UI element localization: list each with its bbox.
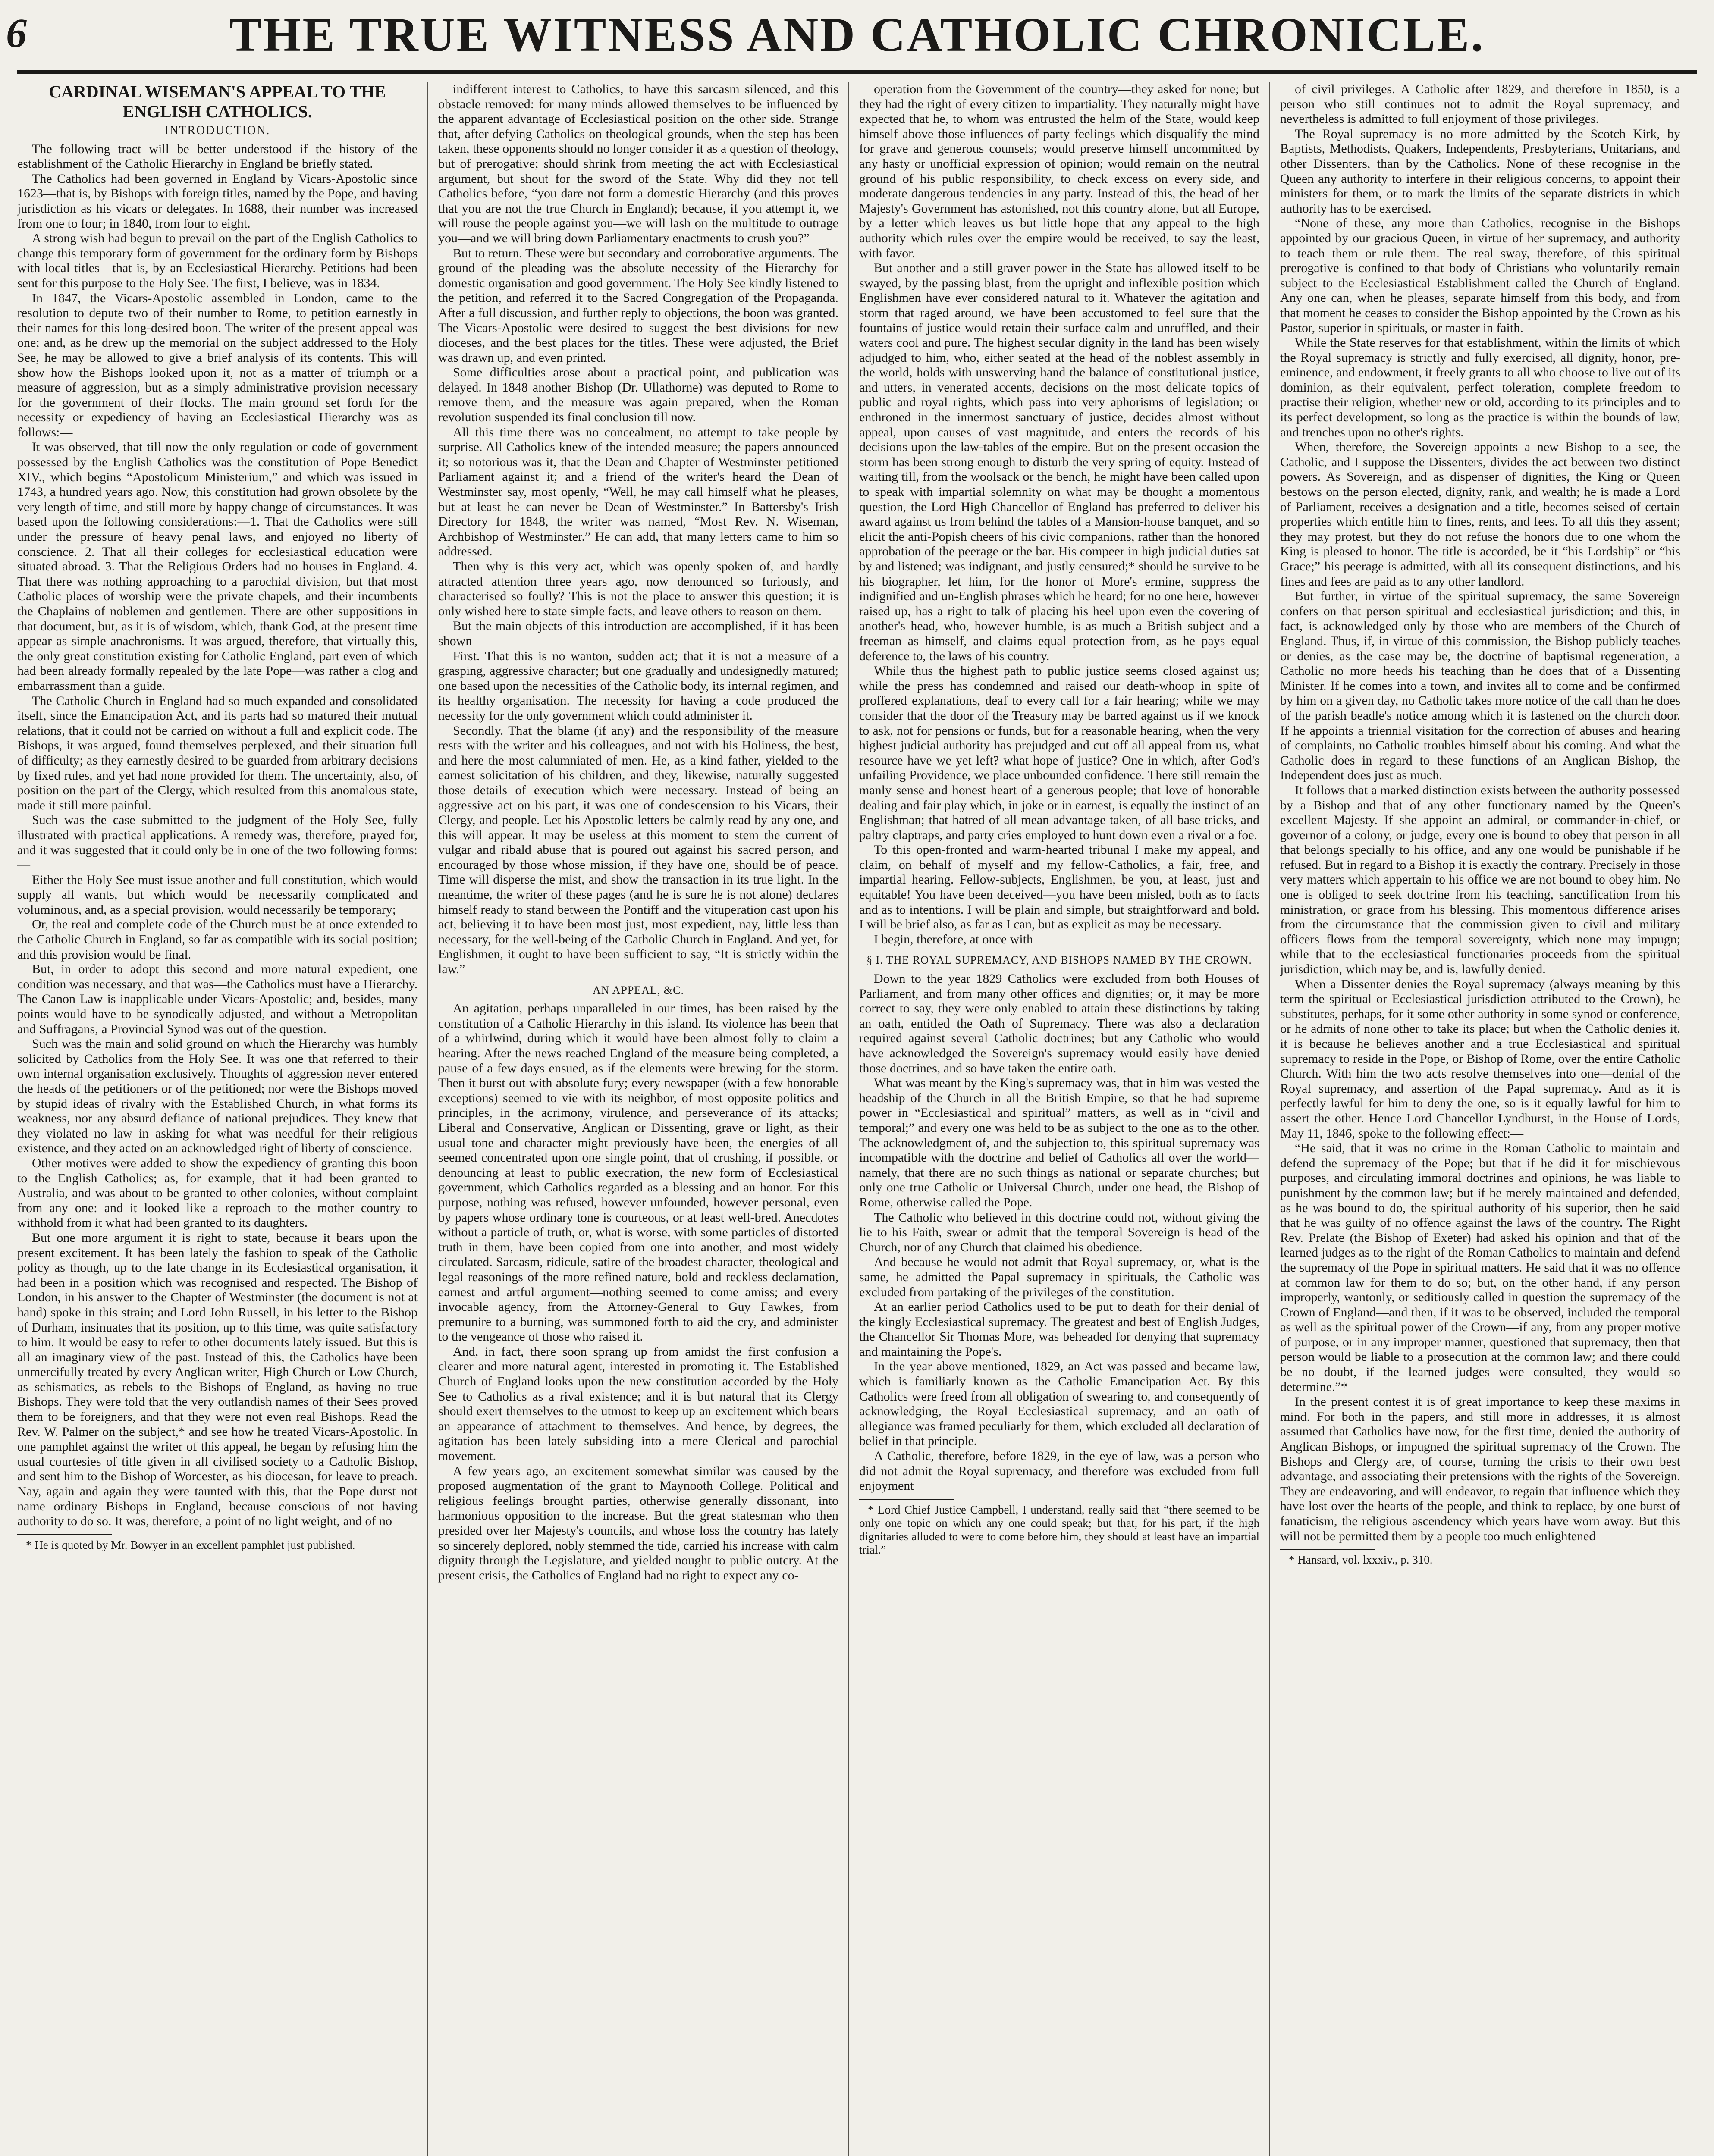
paragraph: “None of these, any more than Catholics, recognise in the Bishops appointed by our gracious Queen, in virtue of her supremacy, and authority to teach them or rule them. The real sway, therefore, of this spiritual prerogative is confined to that body of Christians who voluntarily remain subject to the Ecclesiastical Establishment called the Church of England. Any one can, when he pleases, separate himself from this body, and from that moment he ceases to consider the Bishop appointed by the Crown as his Pastor, superior in spirituals, or master in faith. (1280, 216, 1680, 335)
appeal-label: AN APPEAL, &C. (593, 984, 684, 997)
paragraph: But to return. These were but secondary and corroborative arguments. The ground of the pleading was the absolute necessity of the Hierarchy for domestic organisation and good government. The Holy See kindly listened to the petition, and referred it to the Sacred Congregation of the Propaganda. After a full discussion, and further reply to objections, the boon was granted. The Vicars-Apostolic were desired to suggest the best divisions for new dioceses, and the best places for the titles. These were adjusted, the Brief was drawn up, and even printed. (438, 246, 838, 365)
masthead-rule (17, 70, 1697, 74)
paragraph: In the year above mentioned, 1829, an Act was passed and became law, which is familiarly known as the Catholic Emancipation Act. By this Catholics were freed from all obligation of swearing to, and consequently of acknowledging, the Royal Ecclesiastical supremacy, and an oath of allegiance was framed peculiarly for them, which excluded all declaration of belief in that principle. (859, 1359, 1259, 1448)
paragraph: Or, the real and complete code of the Church must be at once extended to the Catholic Church in England, so far as compatible with its social position; and this provision would be final. (17, 917, 418, 962)
paragraph: “He said, that it was no crime in the Roman Catholic to maintain and defend the supremacy of the Pope; but that if he did it for mischievous purposes, and circulating immoral doctrines and opinions, he was liable to punishment by the common law; but if he merely maintained and defended, as he was bound to do, the spiritual authority of his superior, then he said that he was guilty of no offence against the laws of the country. The Right Rev. Prelate (the Bishop of Exeter) had asked his opinion and that of the learned judges as to the right of the Roman Catholics to maintain and defend the supremacy of the Pope in spiritual matters. He said that it was no offence at common law for them to do so; but, on the other hand, if any person improperly, wantonly, or seditiously called in question the supremacy of the Crown of England—and then, if it was to be observed, included the temporal as well as the spiritual power of the Crown—if any, from any proper motive of purpose, or in any improper manner, questioned that supremacy, then that person would be liable to a prosecution at the common law; and there could be no doubt, if the learned judges were consulted, they would so determine.”* (1280, 1141, 1680, 1394)
paragraph: It follows that a marked distinction exists between the authority possessed by a Bishop and that of any other functionary named by the Queen's excellent Majesty. If she appoint an admiral, or commander-in-chief, or governor of a colony, or judge, every one is bound to obey that person in all that belongs specially to his office, and any one would be punishable if he refused. But in regard to a Bishop it is exactly the contrary. Precisely in those very matters which appertain to his office we are not bound to obey him. No one is obliged to seek doctrine from his teaching, sanctification from his ministration, or grace from his blessing. This momentous difference arises from the circumstance that the commission given to civil and military officers flows from the temporal sovereignty, which none may impugn; while that to the ecclesiastical functionaries proceeds from the spiritual jurisdiction, which may be, and is, lawfully denied. (1280, 783, 1680, 977)
paragraph: The following tract will be better understood if the history of the establishment of the Catholic Hierarchy in England be briefly stated. (17, 141, 418, 171)
paragraph: operation from the Government of the country—they asked for none; but they had the right of every citizen to impartiality. They naturally might have expected that he, to whom was entrusted the helm of the State, would keep himself above those influences of party feelings which disqualify the mind for grave and generous counsels; would preserve himself uncommitted by any hasty or unofficial expression of opinion; would remain on the neutral ground of his public responsibility, to check excess on every side, and moderate dangerous tendencies in any party. Instead of this, the head of her Majesty's Government has astonished, not this country alone, but all Europe, by a letter which leaves us but little hope that any appeal to the high authority which rules over the empire would be received, to say the least, with favor. (859, 82, 1259, 260)
paragraph: When, therefore, the Sovereign appoints a new Bishop to a see, the Catholic, and I suppose the Dissenters, divides the act between two distinct powers. As Sovereign, and as dispenser of dignities, the King or Queen bestows on the person elected, dignity, rank, and wealth; he is made a Lord of Parliament, receives a designation and a title, becomes seised of certain properties which entitle him to fines, rents, and fees. To all this they assent; they may protest, but they do not refuse the honors due to one whom the King is pleased to honor. The title is accorded, be it “his Lordship” or “his Grace;” his peerage is admitted, with all its consequent distinctions, and his fines and fees are paid as to any other landlord. (1280, 440, 1680, 589)
column-4-body (1280, 82, 1680, 1544)
paragraph: While the State reserves for that establishment, within the limits of which the Royal supremacy is strictly and fully exercised, all dignity, honor, pre-eminence, and endowment, it freely grants to all who choose to live out of its dominion, as their equivalent, perfect toleration, complete freedom to practise their religion, whether new or old, according to its principles and to its perfect development, so long as the practice is within the bounds of law, and trenches upon no other's rights. (1280, 335, 1680, 439)
paragraph: In 1847, the Vicars-Apostolic assembled in London, came to the resolution to depute two of their number to Rome, to petition earnestly in their names for this long-desired boon. The writer of the present appeal was one; and, as he drew up the memorial on the subject addressed to the Holy See, he may be allowed to give a brief analysis of its contents. This will show how the Bishops looked upon it, not as a matter of triumph or a measure of aggression, but as a simply administrative provision necessary for the government of their flocks. The main ground set forth for the necessity or expediency of having an Ecclesiastical Hierarchy was as follows:— (17, 291, 418, 439)
section-heading: § I. THE ROYAL SUPREMACY, AND BISHOPS NAMED BY THE CROWN. (866, 954, 1252, 967)
paragraph: Some difficulties arose about a practical point, and publication was delayed. In 1848 another Bishop (Dr. Ullathorne) was deputed to Rome to remove them, and the measure was again prepared, when the Roman revolution suspended its final conclusion till now. (438, 365, 838, 425)
paragraph: At an earlier period Catholics used to be put to death for their denial of the kingly Ecclesiastical supremacy. The greatest and best of English Judges, the Chancellor Sir Thomas More, was beheaded for denying that supremacy and maintaining the Pope's. (859, 1300, 1259, 1359)
paragraph: First. That this is no wanton, sudden act; that it is not a measure of a grasping, aggressive character; but one gradually and undesignedly matured; one based upon the necessities of the Catholic body, its internal regimen, and its healthy organisation. The necessity for having a code produced the necessity for the only government which could administer it. (438, 649, 838, 723)
page-number: 6 (6, 10, 27, 56)
paragraph: But one more argument it is right to state, because it bears upon the present excitement. It has been lately the fashion to speak of the Catholic policy as though, up to the late change in its Ecclesiastical organisation, it had been in a position which was recognised and respected. The Bishop of London, in his answer to the Chapter of Westminster (the document is not at hand) spoke in this strain; and Lord John Russell, in his letter to the Bishop of Durham, insinuates that its position, up to this time, was quite satisfactory to him. It would be easy to refer to other documents lately issued. But this is all an imaginary view of the past. Instead of this, the Catholics have been unmercifully treated by every Anglican writer, High Church or Low Church, as schismatics, as rebels to the Bishops of England, as having no true Bishops. They were told that the very outlandish names of their Sees proved them to be foreigners, and that they were not even real Bishops. Read the Rev. W. Palmer on the subject,* and see how he treated Vicars-Apostolic. In one pamphlet against the writer of this appeal, he began by refusing him the usual courtesies of title given in all civilised society to a Catholic Bishop, and sent him to the Bishop of Worcester, as his diocesan, for leave to preach. Nay, again and again they were taunted with this, that the Pope durst not name ordinary Bishops in England, because conscious of not having authority to do so. It was, therefore, a point of no light weight, and of no (17, 1230, 418, 1529)
paragraph: All this time there was no concealment, no attempt to take people by surprise. All Catholics knew of the intended measure; the papers announced it; so notorious was it, that the Dean and Chapter of Westminster petitioned Parliament against it; and a friend of the writer's heard the Dean of Westminster say, most openly, “Well, he may call himself what he pleases, but at least he can never be Dean of Westminster.” In Battersby's Irish Directory for 1848, the writer was named, “Most Rev. N. Wiseman, Archbishop of Westminster.” He can add, that many letters came to him so addressed. (438, 425, 838, 559)
column-1 (17, 82, 418, 2156)
column-rule (427, 82, 428, 2156)
paragraph: The Catholic Church in England had so much expanded and consolidated itself, since the Emancipation Act, and its parts had so matured their mutual relations, that it could not be carried on without a full and explicit code. The Bishops, it was argued, found themselves perplexed, and their situation full of difficulty; as they earnestly desired to be guarded from arbitrary decisions by fixed rules, and yet had none provided for them. The uncertainty, also, of position on the part of the Clergy, which resulted from this anomalous state, made it still more painful. (17, 693, 418, 812)
paragraph: And because he would not admit that Royal supremacy, or, what is the same, he admitted the Papal supremacy in spirituals, the Catholic was excluded from partaking of the privileges of the constitution. (859, 1255, 1259, 1299)
column-3-body (859, 82, 1259, 1494)
paragraph: Down to the year 1829 Catholics were excluded from both Houses of Parliament, and from many other offices and dignities; or, it may be more correct to say, they were only enabled to attain these distinctions by taking an oath, entitled the Oath of Supremacy. There was also a declaration required against several Catholic doctrines; but any Catholic who would have acknowledged the Sovereign's supremacy would easily have denied those doctrines, and so have taken the entire oath. (859, 971, 1259, 1075)
paragraph: But the main objects of this introduction are accomplished, if it has been shown— (438, 619, 838, 648)
paragraph: A strong wish had begun to prevail on the part of the English Catholics to change this temporary form of government for the ordinary form by Bishops with local titles—that is, by an Ecclesiastical Hierarchy. Petitions had been sent for this purpose to the Holy See. The first, I believe, was in 1834. (17, 231, 418, 290)
paragraph: I begin, therefore, at once with (874, 932, 1033, 946)
paragraph: In the present contest it is of great importance to keep these maxims in mind. For both in the papers, and still more in addresses, it is almost assumed that Catholics have now, for the first time, denied the authority of Anglican Bishops, or impugned the spiritual supremacy of the Crown. The Bishops and Clergy are, of course, turning the crisis to their own best advantage, and associating their pretensions with the rights of the Sovereign. They are endeavoring, and will endeavor, to regain that influence which they have lost over the hearts of the people, and think to replace, by one burst of fanaticism, the religious ascendency which years have worn away. But this will not be permitted them by a people too much enlightened (1280, 1395, 1680, 1543)
footnote: * Lord Chief Justice Campbell, I understand, really said that “there seemed to be only one topic on which any one could speak; but that, for his part, if the high dignitaries alluded to were to come before him, they should at least have an impartial trial.” (859, 1503, 1259, 1556)
column-rule (848, 82, 849, 2156)
paragraph: A few years ago, an excitement somewhat similar was caused by the proposed augmentation of the grant to Maynooth College. Political and religious feelings brought parties, otherwise generally dissonant, into harmonious opposition to the increase. But the great statesman who then presided over her Majesty's councils, and whose loss the country has lately so sincerely deplored, nobly stemmed the tide, carried his increase with calm dignity through the Legislature, and yielded nought to public outcry. At the present crisis, the Catholics of England had no right to expect any co- (438, 1463, 838, 1583)
paragraph: It was observed, that till now the only regulation or code of government possessed by the English Catholics was the constitution of Pope Benedict XIV., which begins “Apostolicum Ministerium,” and which was issued in 1743, a hundred years ago. Now, this constitution had grown obsolete by the very length of time, and still more by happy change of circumstances. It was based upon the following considerations:—1. That the Catholics were still under the pressure of heavy penal laws, and enjoyed no liberty of conscience. 2. That all their colleges for ecclesiastical education were situated abroad. 3. That the Religious Orders had no houses in England. 4. That there was nothing approaching to a parochial division, but that most Catholic places of worship were the private chapels, and their incumbents the Chaplains of noblemen and gentlemen. There are other suppositions in that document, but, as it is of wisdom, which, thank God, at the present time appear as simple anachronisms. It was argued, therefore, that virtually this, the only great constitution existing for Catholic England, part even of which had been already formally repealed by the late Pope—was rather a clog and embarrassment than a guide. (17, 440, 418, 693)
footnote-rule (859, 1499, 954, 1500)
footnote-rule (17, 1534, 112, 1535)
paragraph: Other motives were added to show the expediency of granting this boon to the English Catholics; as, for example, that it had been granted to Australia, and was about to be granted to other colonies, without complaint from any one: and it looked like a reproach to the mother country to withhold from it what had been granted to its daughters. (17, 1156, 418, 1230)
paragraph: of civil privileges. A Catholic after 1829, and therefore in 1850, is a person who still continues not to admit the Royal supremacy, and nevertheless is admitted to full enjoyment of those privileges. (1280, 82, 1680, 126)
paragraph: And, in fact, there soon sprang up from amidst the first confusion a clearer and more natural agent, interested in promoting it. The Established Church of England looks upon the new constitution accorded by the Holy See to Catholics as a rival existence; and it is but natural that its Clergy should exert themselves to the utmost to keep up an excitement which bears an appearance of attachment to themselves. And hence, by degrees, the agitation has been lately subsiding into a mere Clerical and parochial movement. (438, 1344, 838, 1463)
column-4 (1280, 82, 1680, 2156)
paragraph: Such was the case submitted to the judgment of the Holy See, fully illustrated with practical applications. A remedy was, therefore, prayed for, and it was suggested that it could only be in one of the two following forms:— (17, 813, 418, 872)
paragraph: The Royal supremacy is no more admitted by the Scotch Kirk, by Baptists, Methodists, Quakers, Independents, Presbyterians, Unitarians, and other Dissenters, than by the Catholics. None of these recognise in the Queen any authority to interfere in their religious concerns, to appoint their ministers for them, or to mark the limits of the separate districts in which authority has to be exercised. (1280, 126, 1680, 216)
column-2-body (438, 82, 838, 1583)
paragraph: The Catholic who believed in this doctrine could not, without giving the lie to his Faith, swear or admit that the temporal Sovereign is head of the Church, nor of any Church that claimed his obedience. (859, 1210, 1259, 1254)
footnote: * He is quoted by Mr. Bowyer in an excellent pamphlet just published. (26, 1538, 355, 1551)
paragraph: A Catholic, therefore, before 1829, in the eye of law, was a person who did not admit the Royal supremacy, and therefore was excluded from full enjoyment (859, 1449, 1259, 1493)
paragraph: To this open-fronted and warm-hearted tribunal I make my appeal, and claim, on behalf of myself and my fellow-Catholics, a fair, free, and impartial hearing. Fellow-subjects, Englishmen, be you, at least, just and equitable! You have been deceived—you have been misled, both as to facts and as to intentions. I will be plain and simple, but straightforward and bold. I will be brief also, as far as I can, but as explicit as may be necessary. (859, 843, 1259, 932)
paragraph: Either the Holy See must issue another and full constitution, which would supply all wants, but which would be necessarily complicated and voluminous, and, as a special provision, would necessarily be temporary; (17, 872, 418, 917)
paragraph: Such was the main and solid ground on which the Hierarchy was humbly solicited by Catholics from the Holy See. It was one that referred to their own internal organisation exclusively. Thoughts of aggression never entered the heads of the petitioners or of the petitioned; nor were the Bishops moved by stupid ideas of rivalry with the Established Church, in what forms its weakness, nor any absurd defiance of national prejudices. They knew that they violated no law in asking for what was needful for their religious existence, and they acted on an acknowledged right of liberty of conscience. (17, 1037, 418, 1156)
paragraph: But further, in virtue of the spiritual supremacy, the same Sovereign confers on that person spiritual and ecclesiastical jurisdiction; and this, in fact, is acknowledged only by those who are members of the Church of England. Thus, if, in virtue of this commission, the Bishop publicly teaches or denies, as the case may be, the doctrine of baptismal regeneration, a Catholic no more heeds his teaching than he does that of a Dissenting Minister. If he comes into a town, and invites all to come and be confirmed by him on a given day, no Catholic takes more notice of the call than he does of the parish beadle's notice among which it is fastened on the church door. If he appoints a triennial visitation for the correction of abuses and hearing of complaints, no Catholic troubles himself about his coming. And what the Catholic does in regard to these functions of an Anglican Bishop, the Independent does just as much. (1280, 589, 1680, 783)
paragraph: The Catholics had been governed in England by Vicars-Apostolic since 1623—that is, by Bishops with foreign titles, named by the Pope, and having jurisdiction as his vicars or delegates. In 1688, their number was increased from one to four; in 1840, from four to eight. (17, 171, 418, 231)
paragraph: While thus the highest path to public justice seems closed against us; while the press has condemned and raised our death-whoop in spite of proffered explanations, deaf to every call for a fair hearing; while we may consider that the door of the Treasury may be barred against us if we knock to ask, not for pensions or funds, but for a reasonable hearing, when the very highest judicial authority has prejudged and cut off all appeal from us, what resource have we yet left? what hope of justice? One in which, after God's unfailing Providence, we place unbounded confidence. There still remain the manly sense and honest heart of a generous people; that love of honorable dealing and fair play which, in joke or in earnest, is equally the instinct of an Englishman; that hatred of all mean advantage taken, of all base tricks, and paltry claptraps, and party cries employed to hunt down even a rival or a foe. (859, 664, 1259, 842)
column-1-body (17, 142, 418, 1529)
column-rule (1269, 82, 1270, 2156)
paragraph: When a Dissenter denies the Royal supremacy (always meaning by this term the spiritual or Ecclesiastical jurisdiction attributed to the Crown), he substitutes, perhaps, for it some other authority in some synod or conference, or he admits of none other to take its place; but when the Catholic denies it, it is because he believes another and a true Ecclesiastical and spiritual supremacy to reside in the Pope, or Bishop of Rome, over the entire Catholic Church. With him the two acts resolve themselves into one—denial of the Royal supremacy, and assertion of the Papal supremacy. And as it is perfectly lawful for him to deny the one, so is it equally lawful for him to assert the other. Hence Lord Chancellor Lyndhurst, in the House of Lords, May 11, 1846, spoke to the following effect:— (1280, 977, 1680, 1141)
paragraph: An agitation, perhaps unparalleled in our times, has been raised by the constitution of a Catholic Hierarchy in this island. Its violence has been that of a whirlwind, during which it would have been almost folly to claim a hearing. After the news reached England of the measure being completed, a pause of a few days ensued, as if the elements were brewing for the storm. Then it burst out with absolute fury; every newspaper (with a few honorable exceptions) seemed to vie with its neighbor, of most opposite politics and principles, in the acrimony, virulence, and perseverance of its attacks; Liberal and Conservative, Anglican or Dissenting, grave or light, as their usual tone and character might previously have been, the energies of all seemed concentrated upon one single point, that of crushing, if possible, or denouncing at least to public execration, the new form of Ecclesiastical government, which Catholics regarded as a blessing and an honor. For this purpose, nothing was refused, however unfounded, however personal, even by papers whose ordinary tone is courteous, or at least well-bred. Anecdotes without a particle of truth, or, what is worse, with some particles of distorted truth in them, have been copied from one into another, and most widely circulated. Sarcasm, ridicule, satire of the broadest character, theological and legal reasonings of the more refined nature, bold and reckless declamation, earnest and artful argument—nothing seemed to come amiss; and every invocable agency, from the Attorney-General to Guy Fawkes, from premunire to a burning, was summoned forth to aid the cry, and administer to the vengeance of those who raised it. (438, 1001, 838, 1344)
footnote-rule (1280, 1549, 1375, 1550)
column-3 (859, 82, 1259, 2156)
article-headline: CARDINAL WISEMAN'S APPEAL TO THE ENGLISH CATHOLICS. (49, 82, 386, 121)
masthead-title: THE TRUE WITNESS AND CATHOLIC CHRONICLE. (229, 8, 1485, 62)
paragraph: But another and a still graver power in the State has allowed itself to be swayed, by the passing blast, from the upright and inflexible position which Englishmen have ever considered natural to it. Whatever the agitation and storm that raged around, we have been accustomed to feel sure that the fountains of justice would retain their surface calm and unruffled, and their waters cool and pure. The highest secular dignity in the land has been wisely adjudged to him, who, either seated at the head of the noblest assembly in the world, holds with unswerving hand the balance of constitutional justice, and utters, in venerated accents, decisions on the most delicate topics of public and royal rights, which pass into very aphorisms of legislation; or enthroned in the innermost sanctuary of justice, decides almost without appeal, upon causes of vast magnitude, and enters the records of his decisions upon the law-tables of the empire. But on the present occasion the storm has been strong enough to disturb the very spring of equity. Instead of waiting till, from the woolsack or the bench, he might have been called upon to speak with impartial solemnity on what may be thought a momentous question, the Lord High Chancellor of England has preferred to deliver his award against us from behind the tables of a Mansion-house banquet, and so elicit the anti-Popish cheers of his civic companions, rather than the honored approbation of the peerage or the bar. His compeer in high judicial duties sat by and listened; was indignant, and justly censured;* should he survive to be his biographer, let him, for the honor of More's ermine, suppress the indignified and un-English phrases which he heard; for no one here, however raised up, has a right to talk of placing his heel upon even the covering of another's head, who, however humble, is as much a British subject and a freeman as himself, and claims equal protection from, as he pays equal deference to, the laws of his country. (859, 261, 1259, 663)
column-2 (438, 82, 838, 2156)
paragraph: But, in order to adopt this second and more natural expedient, one condition was necessary, and that was—the Catholics must have a Hierarchy. The Canon Law is inapplicable under Vicars-Apostolic; and, besides, many points would have to be synodically adjusted, and without a Metropolitan and Suffragans, a Provincial Synod was out of the question. (17, 962, 418, 1036)
paragraph: Then why is this very act, which was openly spoken of, and hardly attracted attention three years ago, now denounced so furiously, and characterised so foully? This is not the place to answer this question; it is only wished here to state simple facts, and leave others to reason on them. (438, 559, 838, 618)
intro-label: INTRODUCTION. (164, 124, 270, 137)
paragraph: indifferent interest to Catholics, to have this sarcasm silenced, and this obstacle removed: for many minds allowed themselves to be influenced by the apparent advantage of Ecclesiastical position on the other side. Strange that, after defying Catholics on theological grounds, when the step has been taken, these opponents should no longer consider it as a question of theology, but of prerogative; should shrink from meeting the act with Ecclesiastical argument, but shout for the sword of the State. Why did they not tell Catholics before, “you dare not form a domestic Hierarchy (and this proves that you are not the true Church in England); because, if you attempt it, we will rouse the people against you—we will lash on the multitude to outrage you—and we will bring down Parliamentary enactments to crush you?” (438, 82, 838, 245)
footnote: * Hansard, vol. lxxxiv., p. 310. (1289, 1553, 1433, 1567)
paragraph: Secondly. That the blame (if any) and the responsibility of the measure rests with the writer and his colleagues, and not with his Holiness, the best, and here the most calumniated of men. He, as a kind father, yielded to the earnest solicitation of his children, and they, likewise, naturally suggested those details of execution which were necessary. Instead of being an aggressive act on his part, it was one of condescension to his Vicars, their Clergy, and people. Let his Apostolic letters be calmly read by any one, and this will appear. It may be useless at this moment to stem the current of vulgar and ribald abuse that is poured out against his sacred person, and encouraged by those whose mission, if they have one, should be of peace. Time will disperse the mist, and show the transaction in its true light. In the meantime, the writer of these pages (and he is sure he is not alone) declares himself ready to stand between the Pontiff and the vituperation cast upon his act, believing it to have been most just, most expedient, nay, little less than necessary, for the well-being of the Catholic Church in England. And yet, for Englishmen, it ought to have been sufficient to say, “It is strictly within the law.” (438, 723, 838, 977)
paragraph: What was meant by the King's supremacy was, that in him was vested the headship of the Church in all the British Empire, so that he had supreme power in “Ecclesiastical and spiritual” matters, as well as in “civil and temporal;” and every one was held to be as subject to the one as to the other. The acknowledgment of, and the subjection to, this spiritual supremacy was incompatible with the doctrine and belief of Catholics all over the world—namely, that there are no such things as national or separate churches; but only one true Catholic or Universal Church, under one head, the Bishop of Rome, otherwise called the Pope. (859, 1076, 1259, 1210)
